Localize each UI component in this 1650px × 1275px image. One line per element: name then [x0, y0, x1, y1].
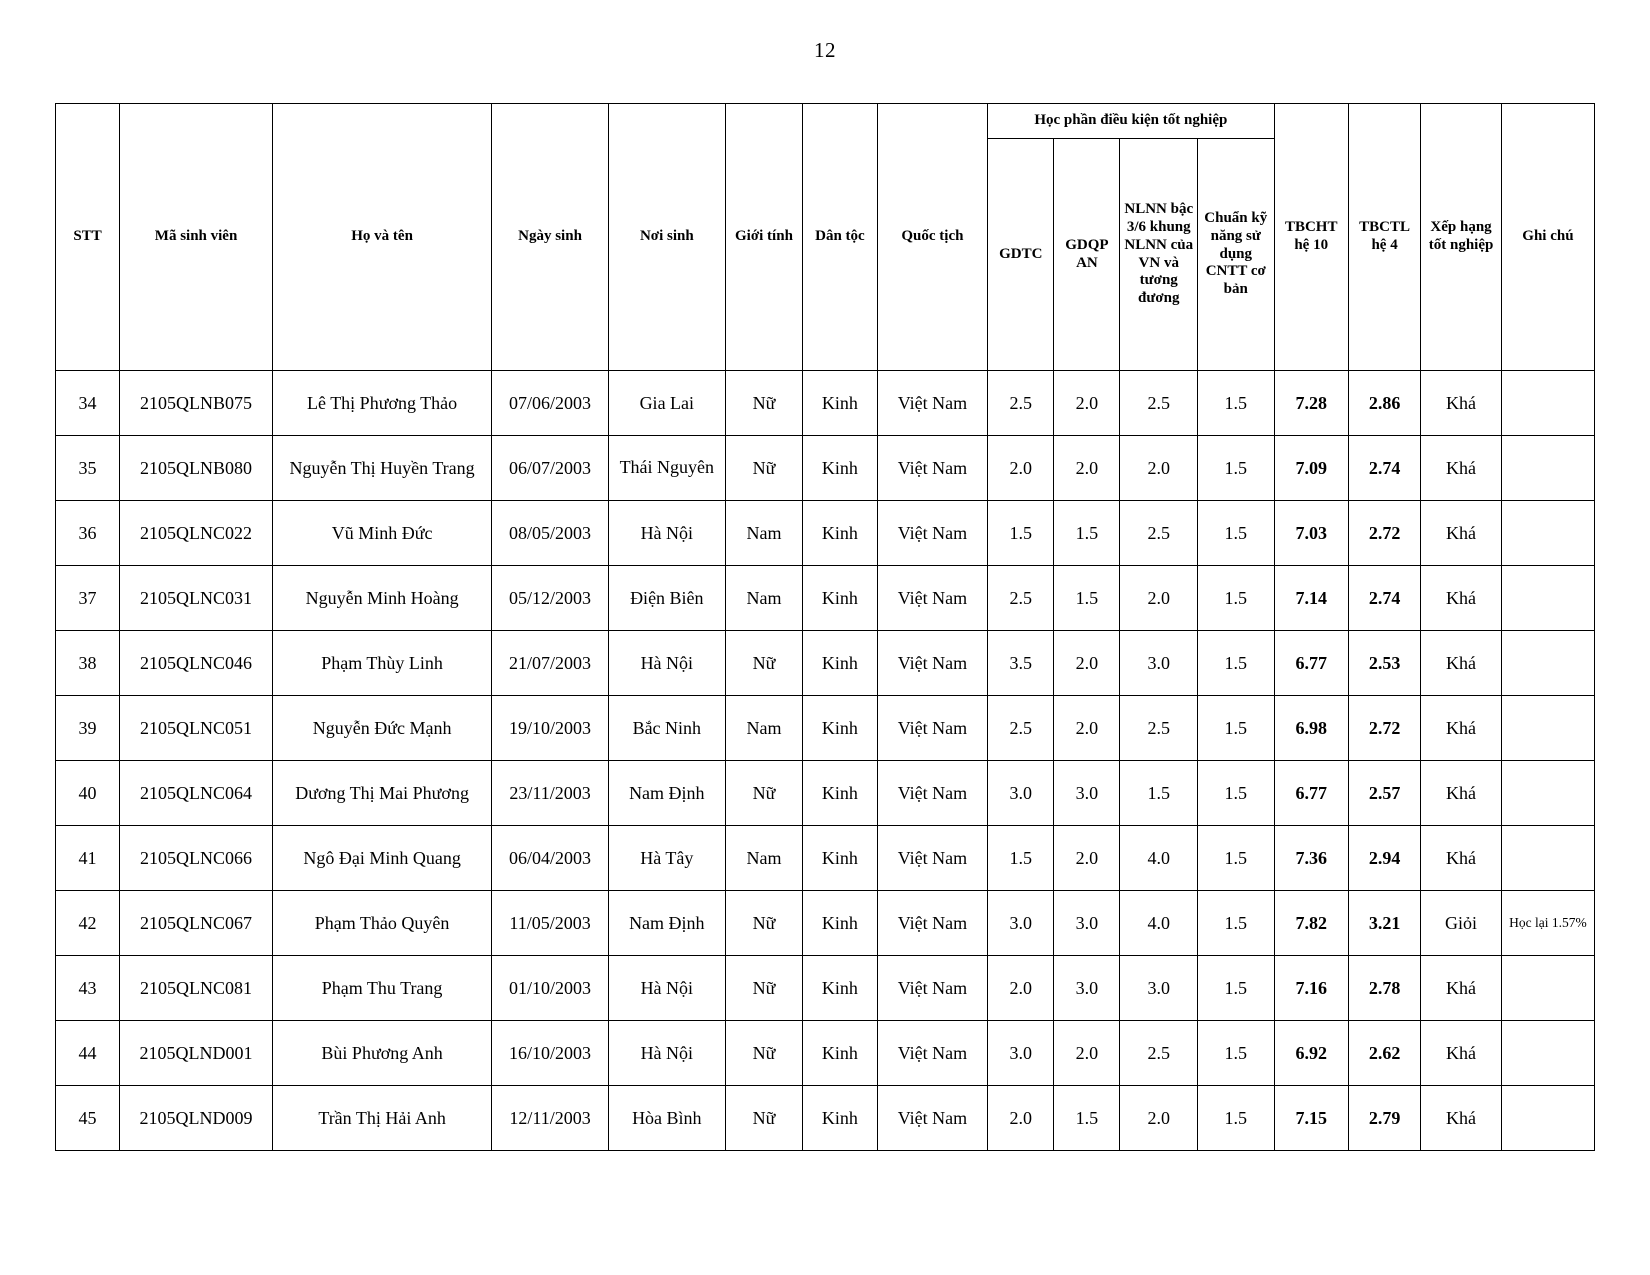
cell-gdtc: 3.0 [988, 1021, 1054, 1086]
cell-gdtc: 1.5 [988, 826, 1054, 891]
cell-dob: 01/10/2003 [492, 956, 609, 1021]
header-tbctl4: TBCTL hệ 4 [1348, 104, 1420, 371]
cell-ethnicity: Kinh [803, 436, 877, 501]
cell-gdqpan: 2.0 [1054, 371, 1120, 436]
cell-cntt: 1.5 [1198, 566, 1275, 631]
cell-full-name: Bùi Phương Anh [273, 1021, 492, 1086]
cell-nationality: Việt Nam [877, 1021, 988, 1086]
cell-ethnicity: Kinh [803, 631, 877, 696]
table-row [56, 956, 1595, 1021]
header-stt: STT [56, 104, 120, 371]
cell-note [1501, 501, 1594, 566]
cell-tbcht10: 7.28 [1274, 371, 1348, 436]
cell-note [1501, 761, 1594, 826]
cell-nlnn: 2.0 [1120, 1086, 1198, 1151]
cell-nationality: Việt Nam [877, 631, 988, 696]
cell-full-name: Nguyễn Đức Mạnh [273, 696, 492, 761]
cell-tbctl4: 2.78 [1348, 956, 1420, 1021]
header-gdqpan: GDQP AN [1054, 139, 1120, 371]
cell-tbctl4: 2.74 [1348, 436, 1420, 501]
header-cntt: Chuẩn kỹ năng sử dụng CNTT cơ bản [1198, 139, 1275, 371]
cell-stt: 39 [56, 696, 120, 761]
cell-nlnn: 2.5 [1120, 1021, 1198, 1086]
cell-cntt: 1.5 [1198, 891, 1275, 956]
header-nlnn: NLNN bậc 3/6 khung NLNN của VN và tương đương [1120, 139, 1198, 371]
cell-ethnicity: Kinh [803, 826, 877, 891]
header-gender: Giới tính [725, 104, 803, 371]
cell-gdqpan: 2.0 [1054, 696, 1120, 761]
cell-stt: 42 [56, 891, 120, 956]
cell-nationality: Việt Nam [877, 761, 988, 826]
cell-birthplace: Hà Tây [608, 826, 725, 891]
cell-gender: Nữ [725, 436, 803, 501]
cell-cntt: 1.5 [1198, 761, 1275, 826]
cell-nationality: Việt Nam [877, 826, 988, 891]
table-head [56, 104, 1595, 371]
cell-birthplace: Hòa Bình [608, 1086, 725, 1151]
cell-rank: Khá [1421, 1021, 1502, 1086]
cell-student-code: 2105QLNC022 [120, 501, 273, 566]
cell-cntt: 1.5 [1198, 631, 1275, 696]
cell-ethnicity: Kinh [803, 891, 877, 956]
header-birthplace: Nơi sinh [608, 104, 725, 371]
cell-stt: 38 [56, 631, 120, 696]
cell-note [1501, 1086, 1594, 1151]
cell-gdtc: 2.5 [988, 371, 1054, 436]
cell-student-code: 2105QLNC064 [120, 761, 273, 826]
cell-gender: Nữ [725, 891, 803, 956]
cell-cntt: 1.5 [1198, 1021, 1275, 1086]
cell-full-name: Phạm Thảo Quyên [273, 891, 492, 956]
cell-nationality: Việt Nam [877, 696, 988, 761]
table-row [56, 696, 1595, 761]
cell-gender: Nữ [725, 956, 803, 1021]
cell-gdqpan: 1.5 [1054, 1086, 1120, 1151]
table-row [56, 1086, 1595, 1151]
cell-nationality: Việt Nam [877, 436, 988, 501]
cell-birthplace: Hà Nội [608, 501, 725, 566]
header-student-code: Mã sinh viên [120, 104, 273, 371]
cell-gdtc: 2.5 [988, 696, 1054, 761]
cell-rank: Khá [1421, 1086, 1502, 1151]
cell-gdqpan: 3.0 [1054, 956, 1120, 1021]
cell-full-name: Vũ Minh Đức [273, 501, 492, 566]
cell-student-code: 2105QLNB075 [120, 371, 273, 436]
cell-nlnn: 4.0 [1120, 826, 1198, 891]
cell-dob: 19/10/2003 [492, 696, 609, 761]
cell-birthplace: Điện Biên [608, 566, 725, 631]
cell-tbctl4: 2.53 [1348, 631, 1420, 696]
cell-tbcht10: 7.09 [1274, 436, 1348, 501]
cell-gdqpan: 3.0 [1054, 891, 1120, 956]
cell-tbctl4: 2.62 [1348, 1021, 1420, 1086]
cell-student-code: 2105QLNC081 [120, 956, 273, 1021]
header-rank: Xếp hạng tốt nghiệp [1421, 104, 1502, 371]
cell-gdqpan: 2.0 [1054, 1021, 1120, 1086]
cell-tbctl4: 2.57 [1348, 761, 1420, 826]
cell-tbcht10: 6.77 [1274, 761, 1348, 826]
cell-rank: Khá [1421, 631, 1502, 696]
cell-ethnicity: Kinh [803, 501, 877, 566]
cell-tbcht10: 7.15 [1274, 1086, 1348, 1151]
cell-gdtc: 1.5 [988, 501, 1054, 566]
page-number: 12 [814, 38, 836, 62]
cell-tbcht10: 7.82 [1274, 891, 1348, 956]
cell-gdtc: 3.0 [988, 891, 1054, 956]
cell-stt: 34 [56, 371, 120, 436]
cell-tbcht10: 6.92 [1274, 1021, 1348, 1086]
cell-rank: Khá [1421, 826, 1502, 891]
cell-gdqpan: 1.5 [1054, 501, 1120, 566]
table-row [56, 566, 1595, 631]
cell-gdtc: 3.0 [988, 761, 1054, 826]
cell-nlnn: 4.0 [1120, 891, 1198, 956]
cell-gdtc: 2.0 [988, 436, 1054, 501]
header-ethnicity: Dân tộc [803, 104, 877, 371]
cell-gender: Nữ [725, 371, 803, 436]
cell-tbctl4: 2.94 [1348, 826, 1420, 891]
cell-note [1501, 436, 1594, 501]
cell-note [1501, 631, 1594, 696]
cell-birthplace: Hà Nội [608, 631, 725, 696]
header-dob: Ngày sinh [492, 104, 609, 371]
header-tbcht10: TBCHT hệ 10 [1274, 104, 1348, 371]
cell-full-name: Phạm Thu Trang [273, 956, 492, 1021]
cell-tbctl4: 2.72 [1348, 501, 1420, 566]
cell-nationality: Việt Nam [877, 1086, 988, 1151]
cell-nationality: Việt Nam [877, 956, 988, 1021]
cell-tbctl4: 2.72 [1348, 696, 1420, 761]
graduation-table-container [55, 103, 1595, 1151]
cell-note [1501, 566, 1594, 631]
cell-gender: Nữ [725, 761, 803, 826]
graduation-results-table [55, 103, 1595, 1151]
cell-birthplace: Hà Nội [608, 1021, 725, 1086]
cell-nlnn: 2.5 [1120, 501, 1198, 566]
header-gdtc: GDTC [988, 139, 1054, 371]
cell-rank: Khá [1421, 436, 1502, 501]
cell-gender: Nam [725, 501, 803, 566]
cell-tbctl4: 2.74 [1348, 566, 1420, 631]
cell-rank: Khá [1421, 696, 1502, 761]
cell-gdtc: 2.0 [988, 956, 1054, 1021]
cell-full-name: Nguyễn Thị Huyền Trang [273, 436, 492, 501]
cell-dob: 08/05/2003 [492, 501, 609, 566]
table-row [56, 371, 1595, 436]
cell-stt: 44 [56, 1021, 120, 1086]
cell-nlnn: 2.5 [1120, 371, 1198, 436]
cell-stt: 40 [56, 761, 120, 826]
cell-tbcht10: 6.77 [1274, 631, 1348, 696]
cell-tbctl4: 2.79 [1348, 1086, 1420, 1151]
cell-ethnicity: Kinh [803, 1086, 877, 1151]
cell-stt: 36 [56, 501, 120, 566]
cell-full-name: Nguyễn Minh Hoàng [273, 566, 492, 631]
cell-rank: Khá [1421, 371, 1502, 436]
header-row-group [56, 104, 1595, 139]
cell-dob: 07/06/2003 [492, 371, 609, 436]
cell-student-code: 2105QLND001 [120, 1021, 273, 1086]
header-note: Ghi chú [1501, 104, 1594, 371]
cell-cntt: 1.5 [1198, 696, 1275, 761]
cell-gender: Nam [725, 696, 803, 761]
header-nationality: Quốc tịch [877, 104, 988, 371]
cell-tbcht10: 7.14 [1274, 566, 1348, 631]
cell-dob: 21/07/2003 [492, 631, 609, 696]
cell-tbcht10: 7.36 [1274, 826, 1348, 891]
cell-student-code: 2105QLNC067 [120, 891, 273, 956]
cell-cntt: 1.5 [1198, 956, 1275, 1021]
table-row [56, 631, 1595, 696]
cell-birthplace: Bắc Ninh [608, 696, 725, 761]
cell-gdtc: 2.0 [988, 1086, 1054, 1151]
cell-tbctl4: 2.86 [1348, 371, 1420, 436]
cell-dob: 06/07/2003 [492, 436, 609, 501]
cell-nlnn: 3.0 [1120, 956, 1198, 1021]
cell-rank: Khá [1421, 566, 1502, 631]
cell-student-code: 2105QLNC031 [120, 566, 273, 631]
cell-nlnn: 3.0 [1120, 631, 1198, 696]
cell-gender: Nam [725, 566, 803, 631]
cell-birthplace: Nam Định [608, 891, 725, 956]
cell-gdqpan: 2.0 [1054, 436, 1120, 501]
cell-stt: 43 [56, 956, 120, 1021]
cell-dob: 11/05/2003 [492, 891, 609, 956]
cell-gdqpan: 2.0 [1054, 631, 1120, 696]
cell-gender: Nữ [725, 631, 803, 696]
table-row [56, 436, 1595, 501]
cell-full-name: Ngô Đại Minh Quang [273, 826, 492, 891]
cell-ethnicity: Kinh [803, 696, 877, 761]
cell-gdqpan: 3.0 [1054, 761, 1120, 826]
cell-nationality: Việt Nam [877, 371, 988, 436]
cell-note [1501, 371, 1594, 436]
cell-dob: 06/04/2003 [492, 826, 609, 891]
cell-stt: 37 [56, 566, 120, 631]
cell-full-name: Lê Thị Phương Thảo [273, 371, 492, 436]
table-row [56, 1021, 1595, 1086]
cell-dob: 16/10/2003 [492, 1021, 609, 1086]
cell-birthplace: Hà Nội [608, 956, 725, 1021]
cell-cntt: 1.5 [1198, 436, 1275, 501]
cell-note [1501, 1021, 1594, 1086]
cell-nlnn: 2.0 [1120, 566, 1198, 631]
cell-gdqpan: 1.5 [1054, 566, 1120, 631]
header-full-name: Họ và tên [273, 104, 492, 371]
table-row [56, 891, 1595, 956]
cell-note [1501, 696, 1594, 761]
header-graduation-condition-group: Học phần điều kiện tốt nghiệp [988, 104, 1274, 139]
cell-student-code: 2105QLNB080 [120, 436, 273, 501]
cell-tbctl4: 3.21 [1348, 891, 1420, 956]
cell-dob: 12/11/2003 [492, 1086, 609, 1151]
cell-student-code: 2105QLNC051 [120, 696, 273, 761]
cell-nationality: Việt Nam [877, 891, 988, 956]
cell-rank: Giỏi [1421, 891, 1502, 956]
cell-dob: 05/12/2003 [492, 566, 609, 631]
cell-ethnicity: Kinh [803, 566, 877, 631]
cell-note [1501, 956, 1594, 1021]
cell-cntt: 1.5 [1198, 1086, 1275, 1151]
cell-ethnicity: Kinh [803, 761, 877, 826]
cell-student-code: 2105QLND009 [120, 1086, 273, 1151]
cell-birthplace: Gia Lai [608, 371, 725, 436]
cell-note [1501, 826, 1594, 891]
cell-full-name: Dương Thị Mai Phương [273, 761, 492, 826]
cell-tbcht10: 7.03 [1274, 501, 1348, 566]
cell-gdtc: 3.5 [988, 631, 1054, 696]
cell-nationality: Việt Nam [877, 566, 988, 631]
cell-tbcht10: 7.16 [1274, 956, 1348, 1021]
cell-cntt: 1.5 [1198, 826, 1275, 891]
cell-full-name: Phạm Thùy Linh [273, 631, 492, 696]
cell-stt: 45 [56, 1086, 120, 1151]
table-row [56, 501, 1595, 566]
cell-birthplace: Nam Định [608, 761, 725, 826]
cell-student-code: 2105QLNC046 [120, 631, 273, 696]
cell-nlnn: 2.0 [1120, 436, 1198, 501]
cell-gdtc: 2.5 [988, 566, 1054, 631]
table-row [56, 761, 1595, 826]
cell-ethnicity: Kinh [803, 956, 877, 1021]
cell-ethnicity: Kinh [803, 371, 877, 436]
cell-nationality: Việt Nam [877, 501, 988, 566]
cell-student-code: 2105QLNC066 [120, 826, 273, 891]
cell-cntt: 1.5 [1198, 371, 1275, 436]
table-row [56, 826, 1595, 891]
cell-stt: 41 [56, 826, 120, 891]
cell-rank: Khá [1421, 761, 1502, 826]
cell-full-name: Trần Thị Hải Anh [273, 1086, 492, 1151]
cell-nlnn: 1.5 [1120, 761, 1198, 826]
table-body [56, 371, 1595, 1151]
cell-rank: Khá [1421, 956, 1502, 1021]
cell-gdqpan: 2.0 [1054, 826, 1120, 891]
cell-nlnn: 2.5 [1120, 696, 1198, 761]
cell-tbcht10: 6.98 [1274, 696, 1348, 761]
cell-birthplace: Thái Nguyên [608, 436, 725, 501]
cell-ethnicity: Kinh [803, 1021, 877, 1086]
cell-gender: Nữ [725, 1086, 803, 1151]
cell-dob: 23/11/2003 [492, 761, 609, 826]
cell-rank: Khá [1421, 501, 1502, 566]
cell-gender: Nữ [725, 1021, 803, 1086]
cell-stt: 35 [56, 436, 120, 501]
cell-cntt: 1.5 [1198, 501, 1275, 566]
cell-note: Học lại 1.57% [1501, 891, 1594, 956]
cell-gender: Nam [725, 826, 803, 891]
